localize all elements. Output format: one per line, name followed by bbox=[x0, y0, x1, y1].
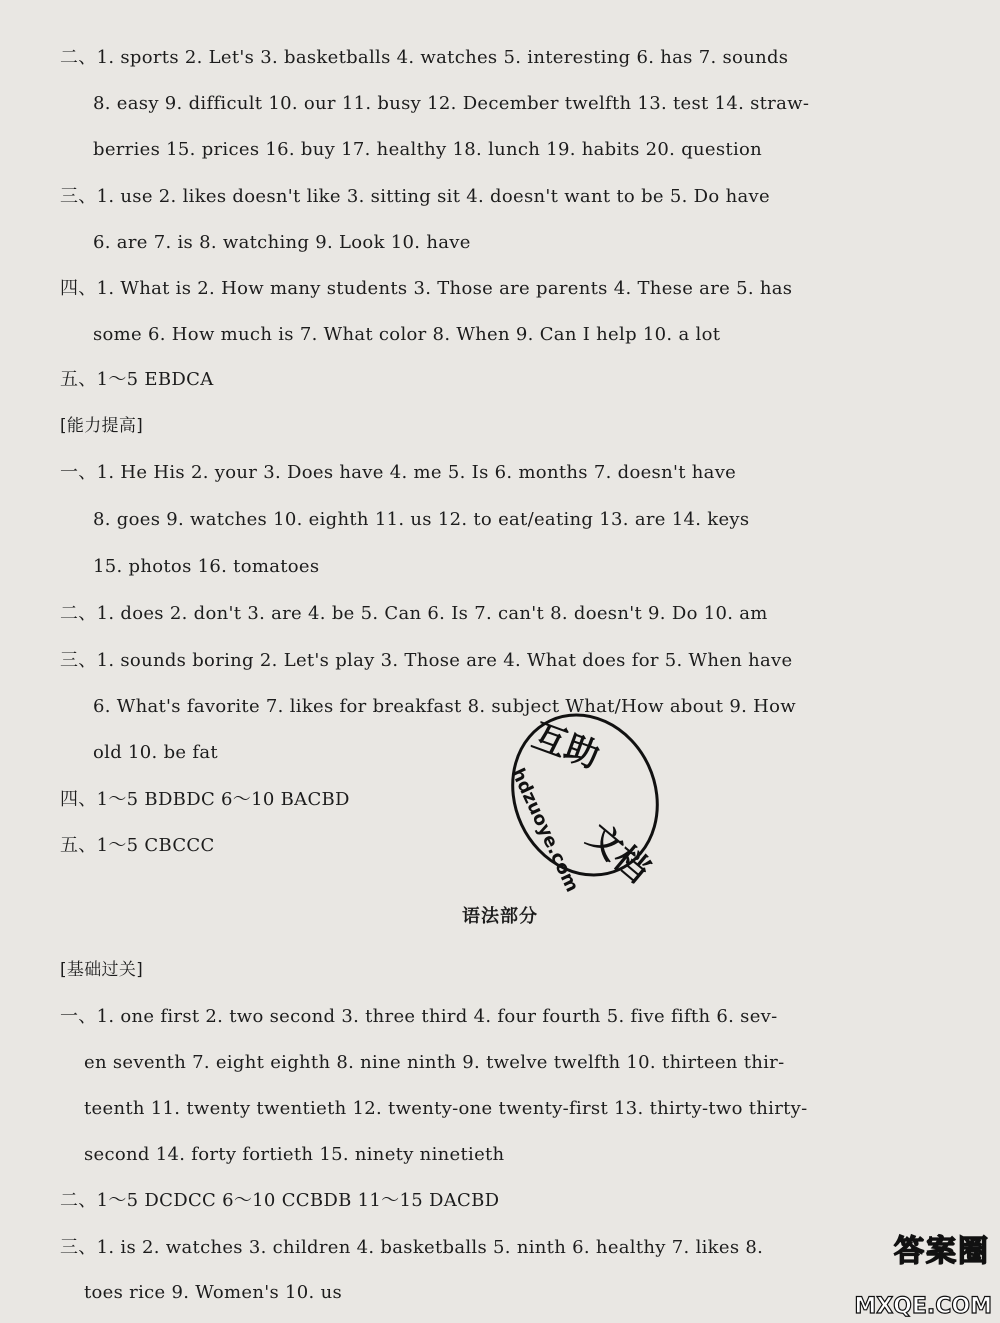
answer-line: 五、1～5 EBDCA bbox=[60, 369, 214, 390]
answer-line: toes rice 9. Women's 10. us bbox=[84, 1282, 343, 1303]
section-title: 语法部分 bbox=[462, 906, 538, 927]
watermark-url: MXQE.COM bbox=[854, 1294, 992, 1319]
section-heading: [基础过关] bbox=[60, 960, 144, 980]
answer-line: 二、1. does 2. don't 3. are 4. be 5. Can 6. Is 7. can't 8. doesn't 9. Do 10. am bbox=[60, 603, 768, 624]
answer-line: 二、1～5 DCDCC 6～10 CCBDB 11～15 DACBD bbox=[60, 1190, 500, 1211]
answer-line: 四、1～5 BDBDC 6～10 BACBD bbox=[60, 789, 350, 810]
section-heading: [能力提高] bbox=[60, 416, 144, 436]
answer-line: second 14. forty fortieth 15. ninety ninetieth bbox=[84, 1144, 505, 1165]
answer-line: teenth 11. twenty twentieth 12. twenty-one twenty-first 13. thirty-two thirty- bbox=[84, 1098, 808, 1119]
watermark-logo: 答案圈 bbox=[894, 1234, 990, 1269]
answer-line: 三、1. sounds boring 2. Let's play 3. Those are 4. What does for 5. When have bbox=[60, 650, 793, 671]
answer-line: en seventh 7. eight eighth 8. nine ninth 9. twelve twelfth 10. thirteen thir- bbox=[84, 1052, 785, 1073]
answer-line: 8. easy 9. difficult 10. our 11. busy 12. December twelfth 13. test 14. straw- bbox=[93, 93, 810, 114]
answer-line: 一、1. one first 2. two second 3. three third 4. four fourth 5. five fifth 6. sev- bbox=[60, 1006, 778, 1027]
answer-line: 二、1. sports 2. Let's 3. basketballs 4. watches 5. interesting 6. has 7. sounds bbox=[60, 47, 789, 68]
watermark bbox=[810, 1220, 1000, 1323]
answer-line: 一、1. He His 2. your 3. Does have 4. me 5. Is 6. months 7. doesn't have bbox=[60, 462, 737, 483]
answer-line: berries 15. prices 16. buy 17. healthy 18. lunch 19. habits 20. question bbox=[93, 139, 763, 160]
answer-line: 8. goes 9. watches 10. eighth 11. us 12. to eat/eating 13. are 14. keys bbox=[93, 509, 750, 530]
answer-line: 三、1. is 2. watches 3. children 4. basketballs 5. ninth 6. healthy 7. likes 8. bbox=[60, 1237, 764, 1258]
answer-line: 三、1. use 2. likes doesn't like 3. sitting sit 4. doesn't want to be 5. Do have bbox=[60, 186, 770, 207]
answer-line: 四、1. What is 2. How many students 3. Those are parents 4. These are 5. has bbox=[60, 278, 793, 299]
answer-line: some 6. How much is 7. What color 8. When 9. Can I help 10. a lot bbox=[93, 324, 721, 345]
svg-text:互助: 互助 bbox=[526, 715, 605, 777]
svg-text:hdzuoye.com: hdzuoye.com bbox=[507, 765, 583, 896]
answer-line: old 10. be fat bbox=[93, 742, 218, 763]
answer-line: 6. What's favorite 7. likes for breakfast 8. subject What/How about 9. How bbox=[93, 696, 796, 717]
svg-text:文档: 文档 bbox=[579, 816, 658, 891]
answer-line: 15. photos 16. tomatoes bbox=[93, 556, 320, 577]
answer-line: 6. are 7. is 8. watching 9. Look 10. have bbox=[93, 232, 471, 253]
answer-line: 五、1～5 CBCCC bbox=[60, 835, 215, 856]
